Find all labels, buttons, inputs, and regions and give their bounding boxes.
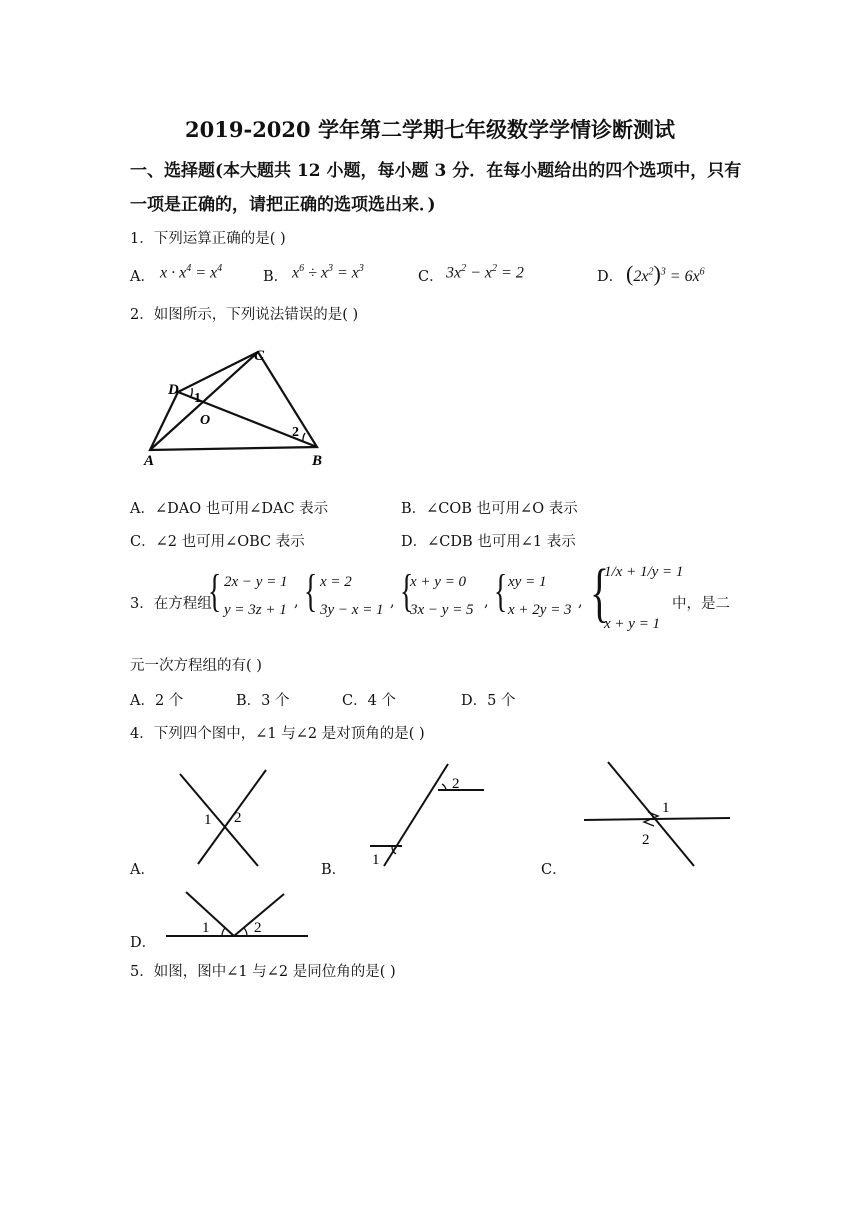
q3-comma4: , [578, 594, 583, 610]
q1-option-c-label: C． [418, 269, 444, 285]
fig-a-angle-2: 2 [234, 810, 242, 826]
q3-system2-eq2: 3y − x = 1 [320, 602, 384, 618]
q3-line2: 元一次方程组的有( ) [130, 658, 262, 674]
q3-system4-brace: { [494, 565, 508, 616]
fig-a-angle-1: 1 [204, 812, 212, 828]
q3-prefix: 3．在方程组 [130, 596, 212, 612]
fig-b-angle-1: 1 [372, 852, 380, 868]
label-angle-2: 2 [292, 425, 299, 440]
q3-comma1: , [294, 594, 299, 610]
q1-stem: 1．下列运算正确的是( ) [130, 231, 286, 247]
q1-option-d-expr: $(2x^2)^3 = 6x^6$ [626, 261, 705, 286]
q4-figure-a [170, 762, 280, 872]
q4-option-c-label: C． [541, 862, 567, 878]
q1-option-d-label: D． [597, 269, 624, 285]
q2-triangle-figure [140, 340, 330, 470]
q3-comma2: , [390, 594, 395, 610]
label-O: O [200, 413, 211, 428]
section-heading-line1: 一、选择题(本大题共 12 小题，每小题 3 分．在每小题给出的四个选项中，只有 [130, 161, 742, 181]
q4-option-d-label: D． [130, 935, 157, 951]
label-angle-1: 1 [194, 391, 201, 406]
label-B: B [312, 453, 323, 469]
q5-stem: 5．如图，图中∠1 与∠2 是同位角的是( ) [130, 964, 396, 980]
q3-system1-eq1: 2x − y = 1 [224, 574, 288, 590]
label-D: D [168, 382, 179, 398]
fig-c-angle-2: 2 [642, 832, 650, 848]
q3-option-b: B．3 个 [236, 693, 290, 709]
fig-d-angle-1: 1 [202, 920, 210, 936]
q3-system5-eq2: x + y = 1 [604, 616, 661, 632]
q3-system5-eq1: 1/x + 1/y = 1 [604, 564, 684, 580]
fig-c-angle-1: 1 [662, 800, 670, 816]
q4-figure-b [360, 760, 490, 870]
q3-system1-eq2: y = 3z + 1 [224, 602, 287, 618]
q3-comma3: , [484, 594, 489, 610]
q4-stem: 4．下列四个图中，∠1 与∠2 是对顶角的是( ) [130, 726, 425, 742]
q3-system5-brace: { [590, 556, 610, 629]
q3-option-d: D．5 个 [461, 693, 516, 709]
q2-option-b: B．∠COB 也可用∠O 表示 [401, 501, 578, 517]
fig-b-angle-2: 2 [452, 776, 460, 792]
q4-figure-c [580, 756, 735, 872]
q4-figure-d [160, 884, 320, 946]
q1-option-b-expr: $x^6 \div x^3 = x^3$ [292, 263, 364, 282]
page-title: 2019-2020 学年第二学期七年级数学学情诊断测试 [185, 117, 675, 142]
q1-option-b-label: B． [263, 269, 289, 285]
q1-option-a-expr: $x \cdot x^4 = x^4$ [160, 263, 223, 282]
label-A: A [144, 453, 155, 469]
q2-stem: 2．如图所示，下列说法错误的是( ) [130, 307, 359, 323]
q2-option-c: C．∠2 也可用∠OBC 表示 [130, 534, 305, 550]
q1-option-a-label: A． [130, 269, 155, 285]
q3-suffix: 中，是二 [672, 596, 730, 612]
q3-option-c: C．4 个 [342, 693, 396, 709]
section-heading-line2: 一项是正确的，请把正确的选项选出来．) [130, 195, 436, 215]
q3-system2-eq1: x = 2 [320, 574, 352, 590]
q3-option-a: A．2 个 [130, 693, 184, 709]
q4-option-b-label: B． [321, 862, 347, 878]
q3-system3-eq2: 3x − y = 5 [410, 602, 474, 618]
q3-system4-eq2: x + 2y = 3 [508, 602, 572, 618]
q3-system4-eq1: xy = 1 [508, 574, 547, 590]
q3-system2-brace: { [304, 565, 318, 616]
q4-option-a-label: A． [130, 862, 155, 878]
q3-system3-brace: { [400, 565, 414, 616]
q1-option-c-expr: $3x^2 - x^2 = 2$ [446, 263, 524, 282]
q3-system3-eq1: x + y = 0 [410, 574, 467, 590]
q2-option-a: A．∠DAO 也可用∠DAC 表示 [130, 501, 329, 517]
label-C: C [254, 348, 265, 364]
q3-system1-brace: { [208, 565, 222, 616]
fig-d-angle-2: 2 [254, 920, 262, 936]
q2-option-d: D．∠CDB 也可用∠1 表示 [401, 534, 576, 550]
